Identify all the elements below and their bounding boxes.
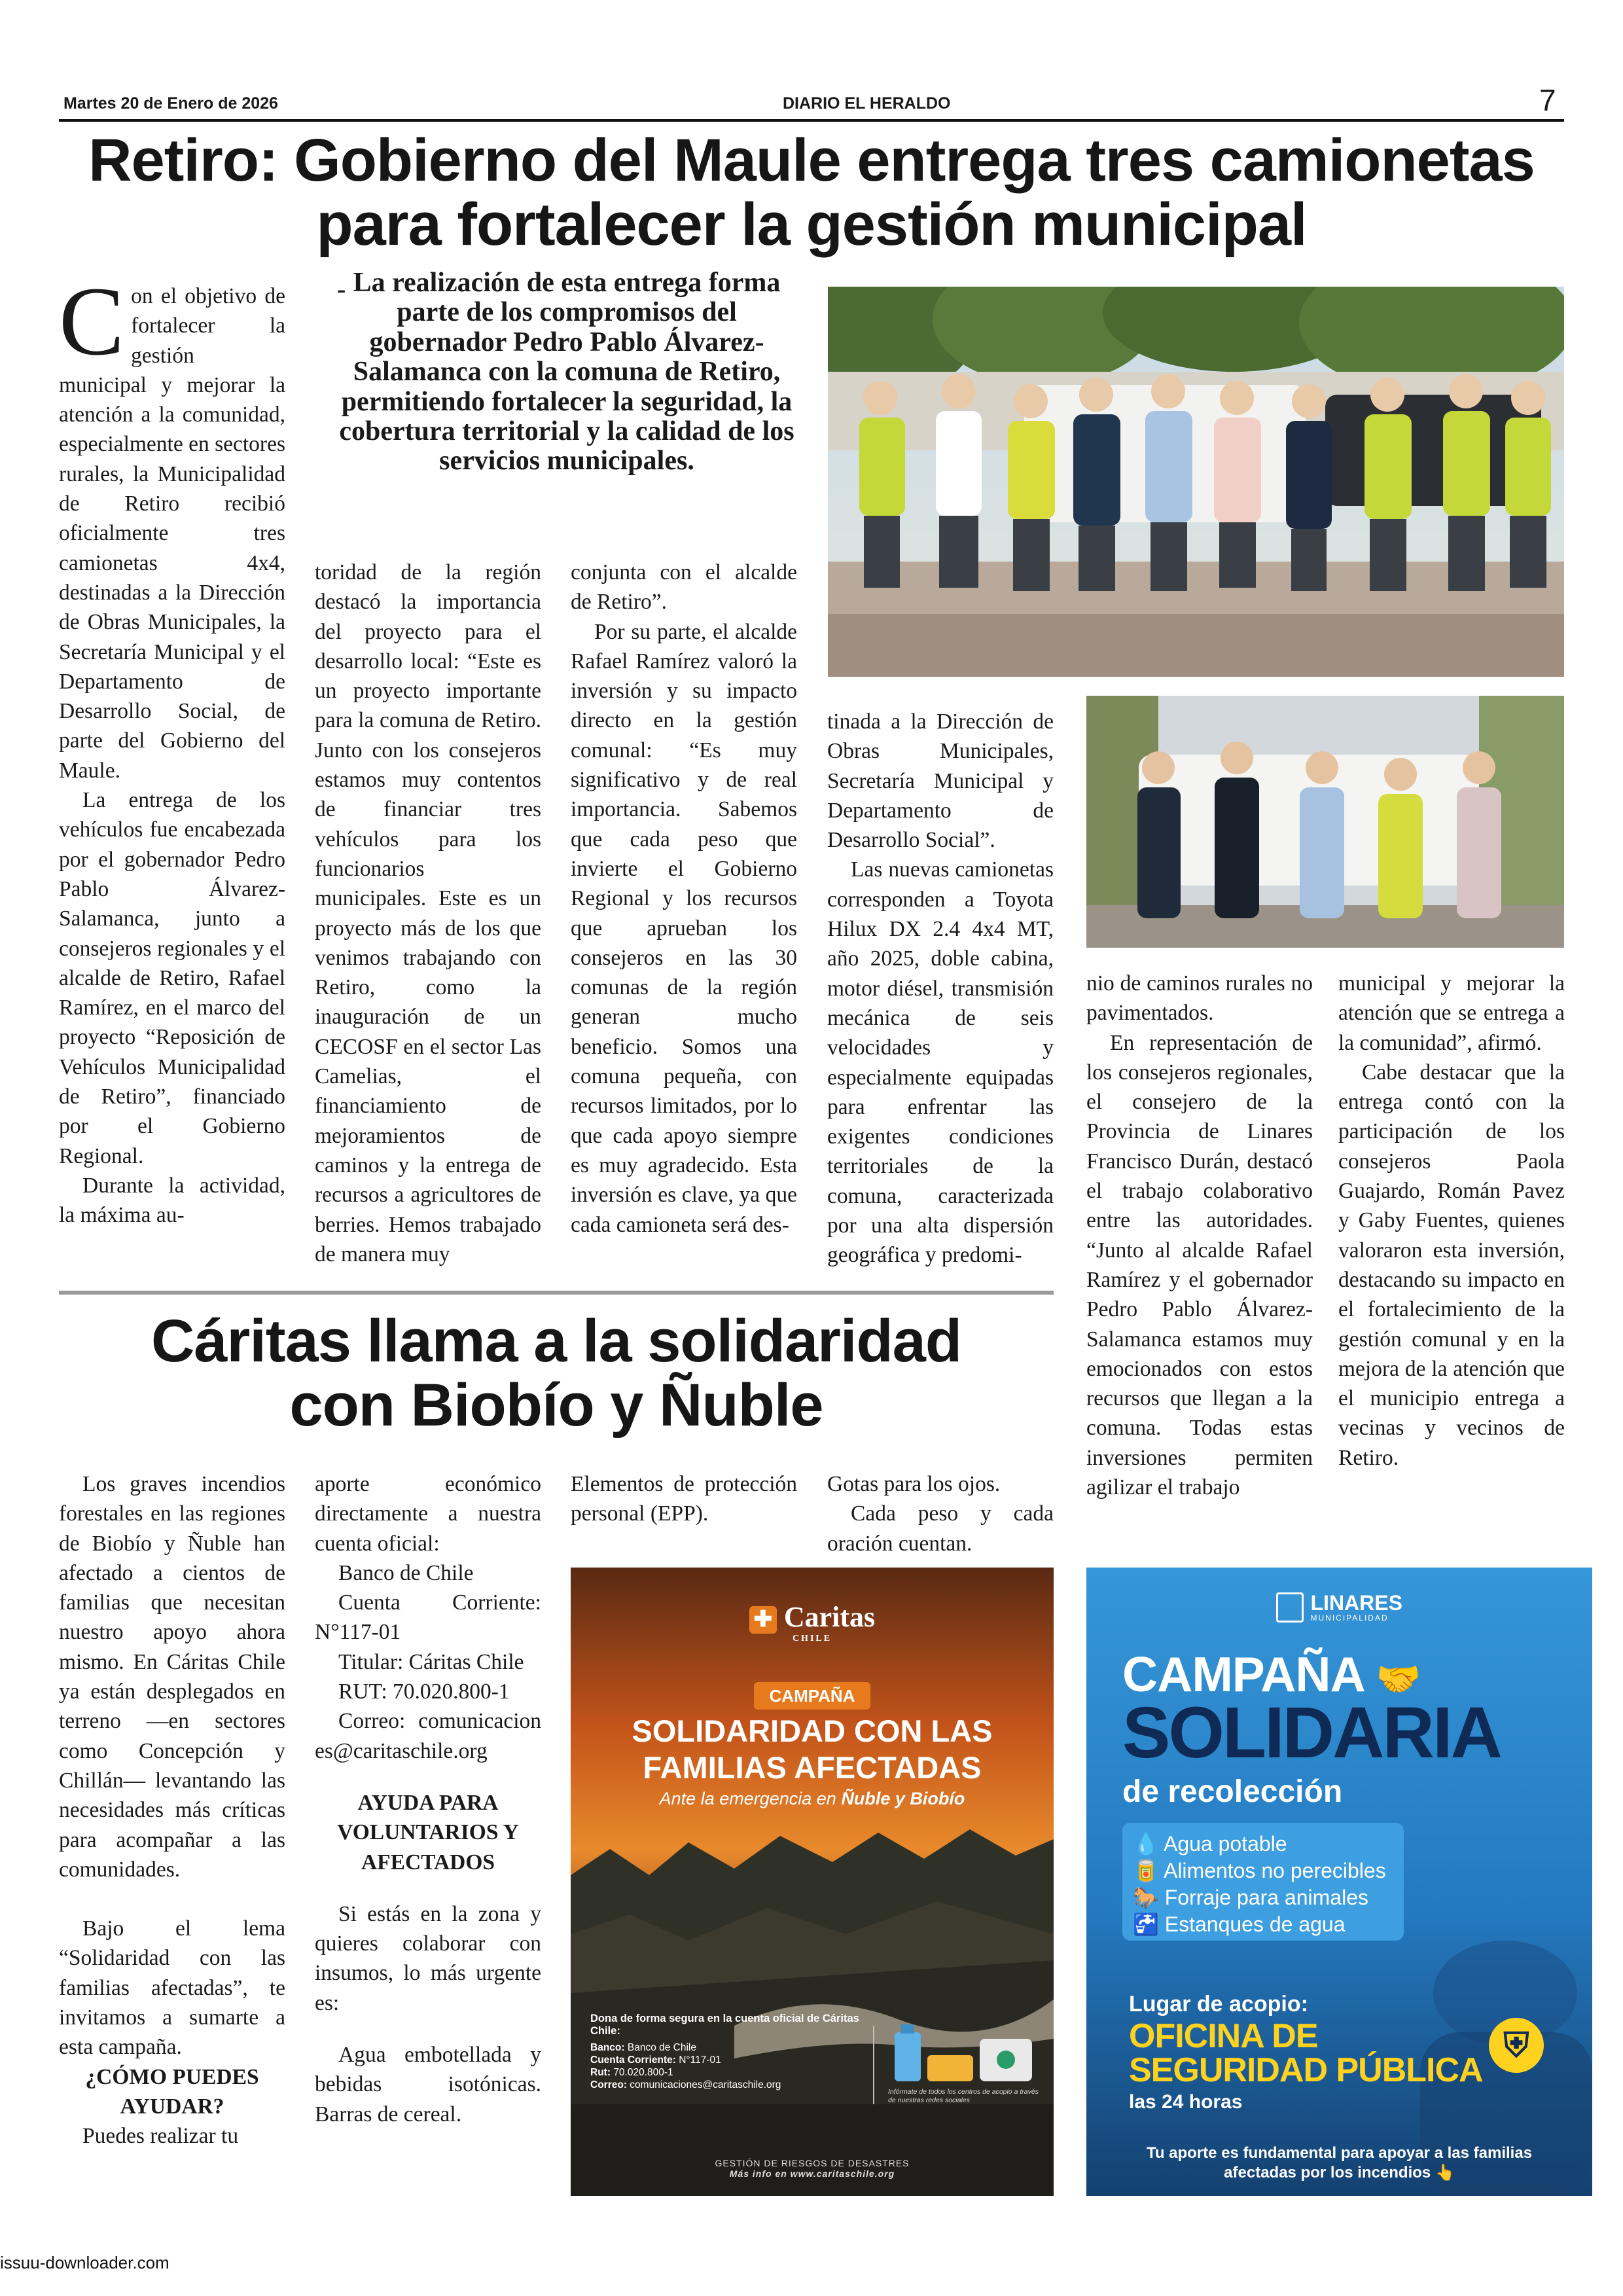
water-drop-icon: 💧 — [1133, 1832, 1159, 1856]
account-rut: RUT: 70.020.800-1 — [338, 1679, 510, 1704]
group-photo-illustration — [828, 287, 1564, 677]
hand-icon: 👆 — [1435, 2164, 1455, 2181]
linares-item-text: Estanques de agua — [1164, 1912, 1346, 1936]
donation-bank-label: Banco: — [590, 2042, 625, 2053]
issue-date: Martes 20 de Enero de 2026 — [63, 94, 278, 113]
article2-title-line2: con Biobío y Ñuble — [289, 1372, 823, 1439]
source-watermark: issuu-downloader.com — [0, 2253, 169, 2272]
donation-rut-label: Rut: — [590, 2067, 611, 2078]
article2-subheading: ¿CÓMO PUEDES AYUDAR? — [85, 2064, 259, 2119]
article1-column-1 — [59, 281, 285, 1263]
article1-paragraph: La entrega de los vehículos fue encabezada por el gobernador Pedro Pablo Álvarez-Salamanca, junto a consejeros regionales y el alcalde de Retiro, Rafael Ramírez, en el marco del proyecto “Reposición de Vehículos Municipalidad de Retiro”, financiado por el Gobierno Regional. — [59, 788, 285, 1168]
caritas-sub-prefix: Ante la emergencia en — [659, 1789, 842, 1808]
caritas-headline — [571, 1713, 1054, 1786]
article2-paragraph: Los graves incendios forestales en las regiones de Biobío y Ñuble han afectado a cientos de familias que necesitan nuestro apoyo ahora mismo. En Cáritas Chile ya están desplegados en terreno —en sectores como Concepción y Chillán— levantando las necesidades más críticas para acompañar a las comunidades. — [59, 1472, 285, 1882]
supplies-icon — [888, 2019, 1039, 2111]
article2-title — [59, 1309, 1054, 1437]
linares-logo-sub: MUNICIPALIDAD — [1310, 1613, 1389, 1623]
header-rule — [59, 119, 1564, 122]
linares-item — [1133, 1884, 1393, 1911]
linares-item — [1133, 1911, 1393, 1938]
caritas-logo-sub: CHILE — [792, 1634, 832, 1643]
article1-photo-leaders — [1086, 696, 1564, 948]
donation-box-title: Dona de forma segura en la cuenta oficial de Cáritas Chile: — [590, 2013, 859, 2037]
horse-icon: 🐎 — [1133, 1886, 1159, 1909]
linares-footer — [1113, 2144, 1566, 2183]
caritas-logo-text: Caritas — [783, 1601, 876, 1633]
caritas-headline-line2: FAMILIAS AFECTADAS — [643, 1750, 982, 1785]
caritas-donation-box — [590, 2013, 865, 2111]
linares-item-text: Agua potable — [1163, 1832, 1287, 1856]
article2-paragraph: aporte económico directamente a nuestra cuenta oficial: — [315, 1472, 541, 1556]
article1-paragraph: toridad de la región destacó la importancia del proyecto para el desarrollo local: “Este es un proyecto importante para la comuna de Retiro. Junto con los consejeros estamos muy contentos de financiar tres vehículos para los funcionarios municipales. Este es un proyecto más de los que venimos trabajando con Retiro, como la inauguración de un CECOSF en el sector Las Camelias, el financiamiento de mejoramientos de caminos y la entrega de recursos a agricultores de berries. Hemos trabajado de manera muy — [315, 560, 541, 1266]
article1-title — [59, 128, 1564, 257]
article2-column-2 — [315, 1469, 541, 2196]
donation-rut: 70.020.800-1 — [613, 2067, 673, 2078]
donation-email: comunicaciones@caritaschile.org — [630, 2079, 781, 2090]
article2-paragraph: Bajo el lema “Solidaridad con las familias afectadas”, te invitamos a sumarte a esta campaña. — [59, 1916, 285, 2060]
article1-column-4 — [827, 707, 1054, 1271]
article2-column-4 — [827, 1469, 1054, 1561]
article2-paragraph: Cada peso y cada oración cuentan. — [827, 1501, 1054, 1556]
tank-icon: 🚰 — [1133, 1912, 1159, 1936]
article1-paragraph: conjunta con el alcalde de Retiro”. — [571, 560, 797, 615]
article2-subheading: AYUDA PARA VOLUNTARIOS Y AFECTADOS — [337, 1790, 519, 1874]
donation-account: N°117-01 — [679, 2054, 721, 2066]
donation-bank: Banco de Chile — [627, 2042, 696, 2053]
article1-title-line1: Retiro: Gobierno del Maule entrega tres camionetas — [88, 127, 1535, 194]
linares-line2: SOLIDARIA — [1122, 1693, 1501, 1773]
campaign-tag: CAMPAÑA — [754, 1682, 870, 1710]
article2-paragraph: Elementos de protección personal (EPP). — [571, 1472, 797, 1526]
pullquote: La realización de esta entrega forma parte de los compromisos del gobernador Pedro Pablo Álvarez-Salamanca con la comuna de Retiro, permitiendo fortalecer la seguridad, la cobertura territorial y la calidad de los servicios municipales. — [339, 268, 794, 476]
account-holder: Titular: Cáritas Chile — [338, 1649, 524, 1674]
linares-item — [1133, 1857, 1393, 1884]
caritas-sub-places: Ñuble y Biobío — [841, 1789, 965, 1808]
article2-paragraph: Agua embotellada y bebidas isotónicas. Barras de cereal. — [315, 2043, 541, 2126]
article1-paragraph: municipal y mejorar la atención que se entrega a la comunidad”, afirmó. — [1338, 971, 1565, 1055]
article1-paragraph: En representación de los consejeros regionales, el consejero de la Provincia de Linares Francisco Durán, destacó el trabajo colaborativo entre las autoridades. “Junto al alcalde Rafael Ramírez y el gobernador Pedro Pablo Álvarez-Salamanca estamos muy emocionados con estos recursos que llegan a la comuna. Todas estas inversiones permiten agilizar el trabajo — [1086, 1030, 1313, 1500]
article1-column-5 — [1086, 969, 1313, 1538]
supplies-caption: Infórmate de todos los centros de acopio a través de nuestras redes sociales — [888, 2088, 1039, 2104]
article1-column-3 — [571, 558, 797, 1271]
article1-paragraph: Las nuevas camionetas corresponden a Toyota Hilux DX 2.4 4x4 MT, año 2025, doble cabina, motor diésel, transmisión mecánica de seis velocidades y especialmente equipadas para enfrentar las exigentes condiciones territoriales de la comuna, caracterizada por una alta dispersión geográfica y predomi- — [827, 857, 1054, 1268]
article1-paragraph: Cabe destacar que la entrega contó con la participación de los consejeros Paola Guajardo, Román Pavez y Gaby Fuentes, quienes valoraron esta inversión, destacando su impacto en el fortalecimiento de la gestión comunal y en la mejora de la atención que el municipio entrega a vecinas y vecinos de Retiro. — [1338, 1060, 1565, 1470]
article2-title-line1: Cáritas llama a la solidaridad — [151, 1308, 962, 1374]
article1-paragraph: nio de caminos rurales no pavimentados. — [1086, 971, 1313, 1026]
article1-paragraph: Durante la actividad, la máxima au- — [59, 1173, 285, 1228]
linares-crest-icon — [1276, 1592, 1304, 1623]
linares-footer-text: Tu aporte es fundamental para apoyar a las familias afectadas por los incendios — [1146, 2144, 1533, 2181]
article2-column-3 — [571, 1469, 797, 1561]
linares-logo-text: LINARES — [1310, 1591, 1402, 1615]
bank-name: Banco de Chile — [338, 1560, 474, 1585]
security-shield-icon: ⛨ — [1489, 2018, 1544, 2073]
caritas-footer-url[interactable]: Más info en www.caritaschile.org — [729, 2168, 895, 2179]
bank-account: Cuenta Corriente: N°117-01 — [315, 1590, 541, 1645]
section-divider — [59, 1291, 1054, 1295]
article1-paragraph: on el objetivo de fortalecer la gestión municipal y mejorar la atención a la comunidad, especialmente en sectores rurales, la Municipalidad de Retiro recibió oficialmente tres camionetas 4x4, destinadas a la Dirección de Obras Municipales, la Secretaría Municipal y el Departamento de Desarrollo Social, de parte del Gobierno del Maule. — [59, 284, 285, 783]
linares-logo — [1086, 1592, 1592, 1623]
contact-email: Correo: comunicaciones@caritaschile.org — [315, 1709, 541, 1763]
publication-name: DIARIO EL HERALDO — [783, 94, 951, 113]
linares-line1-text: CAMPAÑA — [1122, 1647, 1363, 1702]
article2-paragraph: Si estás en la zona y quieres colaborar con insumos, lo más urgente es: — [315, 1901, 541, 2015]
caritas-campaign-ad — [571, 1568, 1054, 2196]
article1-column-2 — [315, 558, 541, 1271]
linares-line3: de recolección — [1122, 1774, 1343, 1809]
linares-campaign-ad — [1086, 1568, 1592, 2196]
linares-item-text: Forraje para animales — [1164, 1886, 1368, 1909]
handshake-icon: 🤝 — [1376, 1659, 1421, 1699]
article2-paragraph: Gotas para los ojos. — [827, 1472, 1001, 1496]
acopio-hours: las 24 horas — [1129, 2091, 1243, 2113]
caritas-footer — [571, 2158, 1054, 2179]
article2-paragraph: Puedes realizar tu — [82, 2124, 239, 2149]
acopio-line2: SEGURIDAD PÚBLICA — [1129, 2051, 1483, 2089]
linares-item — [1133, 1831, 1393, 1857]
acopio-line1: OFICINA DE — [1129, 2017, 1318, 2055]
caritas-logo — [571, 1600, 1054, 1644]
page-number: 7 — [1539, 83, 1556, 117]
article1-paragraph: tinada a la Dirección de Obras Municipales, Secretaría Municipal y Departamento de Desarrollo Social”. — [827, 709, 1054, 853]
article1-column-6 — [1338, 969, 1565, 1538]
article1-paragraph: Por su parte, el alcalde Rafael Ramírez valoró la inversión y su impacto directo en la gestión comunal: “Es muy significativo y de real importancia. Sabemos que cada peso que invierte el Gobierno Regional y los recursos que aprueban los consejeros en las 30 comunas de la región generan mucho beneficio. Somos una comuna pequeña, con recursos limitados, por lo que cada apoyo siempre es muy agradecido. Esta inversión es clave, ya que cada camioneta será des- — [571, 619, 797, 1237]
caritas-cross-icon: ✚ — [749, 1606, 777, 1634]
article1-title-line2: para fortalecer la gestión municipal — [316, 191, 1307, 258]
acopio-place — [1129, 2019, 1483, 2087]
linares-item-text: Alimentos no perecibles — [1163, 1859, 1386, 1882]
caritas-headline-line1: SOLIDARIDAD CON LAS — [632, 1713, 993, 1748]
caritas-footer-line: GESTIÓN DE RIESGOS DE DESASTRES — [715, 2158, 910, 2168]
dropcap: C — [59, 281, 125, 376]
can-icon: 🥫 — [1133, 1859, 1159, 1882]
leaders-photo-illustration — [1086, 696, 1564, 948]
linares-item-list — [1122, 1823, 1404, 1941]
caritas-subheadline — [571, 1789, 1054, 1809]
article2-column-1 — [59, 1469, 285, 2196]
acopio-label: Lugar de acopio: — [1129, 1992, 1308, 2017]
donation-box-divider — [873, 2026, 874, 2104]
donation-account-label: Cuenta Corriente: — [590, 2054, 676, 2066]
pullquote-dash: - — [337, 274, 346, 304]
article1-photo-group — [828, 287, 1564, 677]
donation-email-label: Correo: — [590, 2079, 627, 2090]
